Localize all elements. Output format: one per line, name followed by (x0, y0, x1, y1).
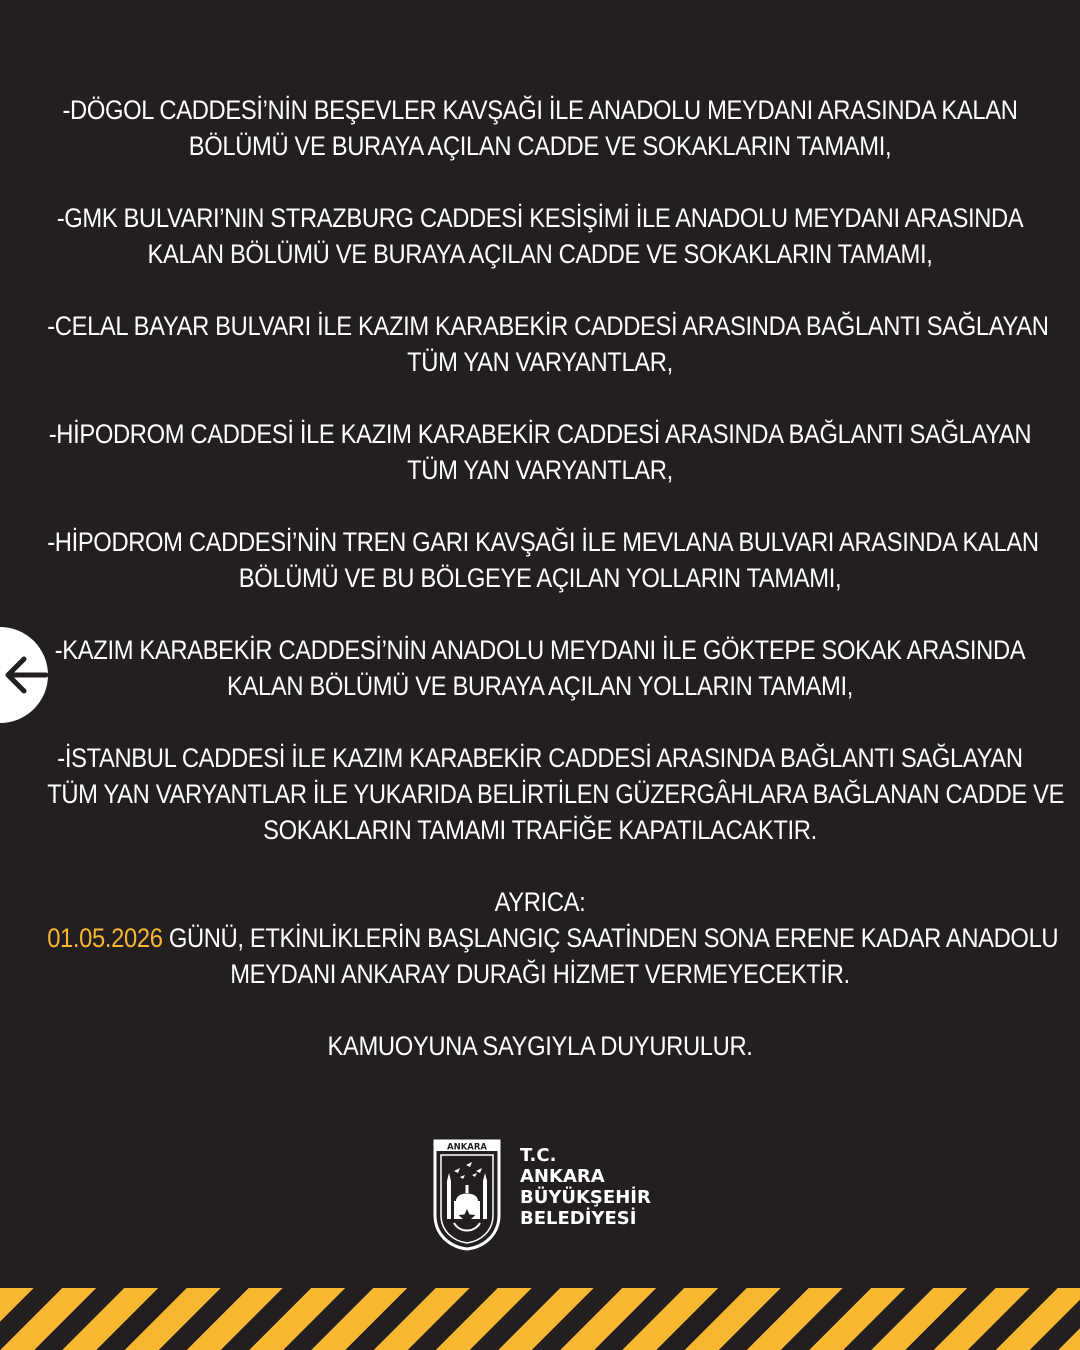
text-line: BÖLÜMÜ VE BU BÖLGEYE AÇILAN YOLLARIN TAMAMI, (238, 563, 842, 593)
closure-item-5 (47, 524, 1039, 596)
text-line: -GMK BULVARI’NIN STRAZBURG CADDESİ KESİŞİMİ İLE ANADOLU MEYDANI ARASINDA (56, 203, 1024, 233)
closure-item-1 (47, 92, 1033, 164)
logo-line: BÜYÜKŞEHİR (520, 1187, 651, 1208)
closure-item-6 (47, 632, 1033, 704)
arrow-left-icon (4, 655, 48, 695)
closure-item-2 (47, 200, 1033, 272)
text-line: -CELAL BAYAR BULVARI İLE KAZIM KARABEKİR CADDESİ ARASINDA BAĞLANTI SAĞLAYAN (47, 311, 1049, 341)
also-line-1-text: GÜNÜ, ETKİNLİKLERİN BAŞLANGIÇ SAATİNDEN SONA ERENE KADAR ANADOLU (162, 923, 1059, 953)
text-line: SOKAKLARIN TAMAMI TRAFİĞE KAPATILACAKTIR. (263, 815, 817, 845)
text-line: -İSTANBUL CADDESİ İLE KAZIM KARABEKİR CADDESİ ARASINDA BAĞLANTI SAĞLAYAN (57, 743, 1023, 773)
hazard-stripe-border (0, 1288, 1080, 1350)
announcement-body (40, 92, 1065, 1100)
text-line: TÜM YAN VARYANTLAR İLE YUKARIDA BELİRTİLEN GÜZERGÂHLARA BAĞLANAN CADDE VE (47, 779, 1065, 809)
text-line: KALAN BÖLÜMÜ VE BURAYA AÇILAN YOLLARIN TAMAMI, (227, 671, 853, 701)
logo-line: ANKARA (520, 1166, 605, 1187)
logo-line: BELEDİYESİ (520, 1208, 637, 1229)
text-line: TÜM YAN VARYANTLAR, (407, 455, 673, 485)
closure-item-3 (47, 308, 1049, 380)
text-line: KALAN BÖLÜMÜ VE BURAYA AÇILAN CADDE VE SOKAKLARIN TAMAMI, (147, 239, 933, 269)
text-line: -HİPODROM CADDESİ İLE KAZIM KARABEKİR CADDESİ ARASINDA BAĞLANTI SAĞLAYAN (48, 419, 1032, 449)
closure-item-7 (47, 740, 1065, 848)
ankara-emblem-icon (432, 1137, 502, 1251)
closing-note (47, 1028, 1033, 1064)
text-line: -DÖGOL CADDESİ’NİN BEŞEVLER KAVŞAĞI İLE ANADOLU MEYDANI ARASINDA KALAN (62, 95, 1018, 125)
text-line: TÜM YAN VARYANTLAR, (407, 347, 673, 377)
closing-text: KAMUOYUNA SAYGIYLA DUYURULUR. (327, 1031, 753, 1061)
logo-wordmark (520, 1145, 651, 1229)
text-line: BÖLÜMÜ VE BURAYA AÇILAN CADDE VE SOKAKLARIN TAMAMI, (188, 131, 892, 161)
also-line-1 (47, 920, 1059, 956)
logo-line: T.C. (520, 1145, 557, 1166)
also-notice (47, 884, 1059, 992)
event-date: 01.05.2026 (47, 923, 163, 953)
also-heading: AYRICA: (494, 887, 586, 917)
also-line-2: MEYDANI ANKARAY DURAĞI HİZMET VERMEYECEKTİR. (230, 959, 850, 989)
text-line: -HİPODROM CADDESİ’NİN TREN GARI KAVŞAĞI İLE MEVLANA BULVARI ARASINDA KALAN (47, 527, 1039, 557)
emblem-text: ANKARA (447, 1142, 487, 1153)
text-line: -KAZIM KARABEKİR CADDESİ’NİN ANADOLU MEYDANI İLE GÖKTEPE SOKAK ARASINDA (54, 635, 1026, 665)
closure-item-4 (47, 416, 1033, 488)
ankara-municipality-logo (432, 1137, 651, 1251)
